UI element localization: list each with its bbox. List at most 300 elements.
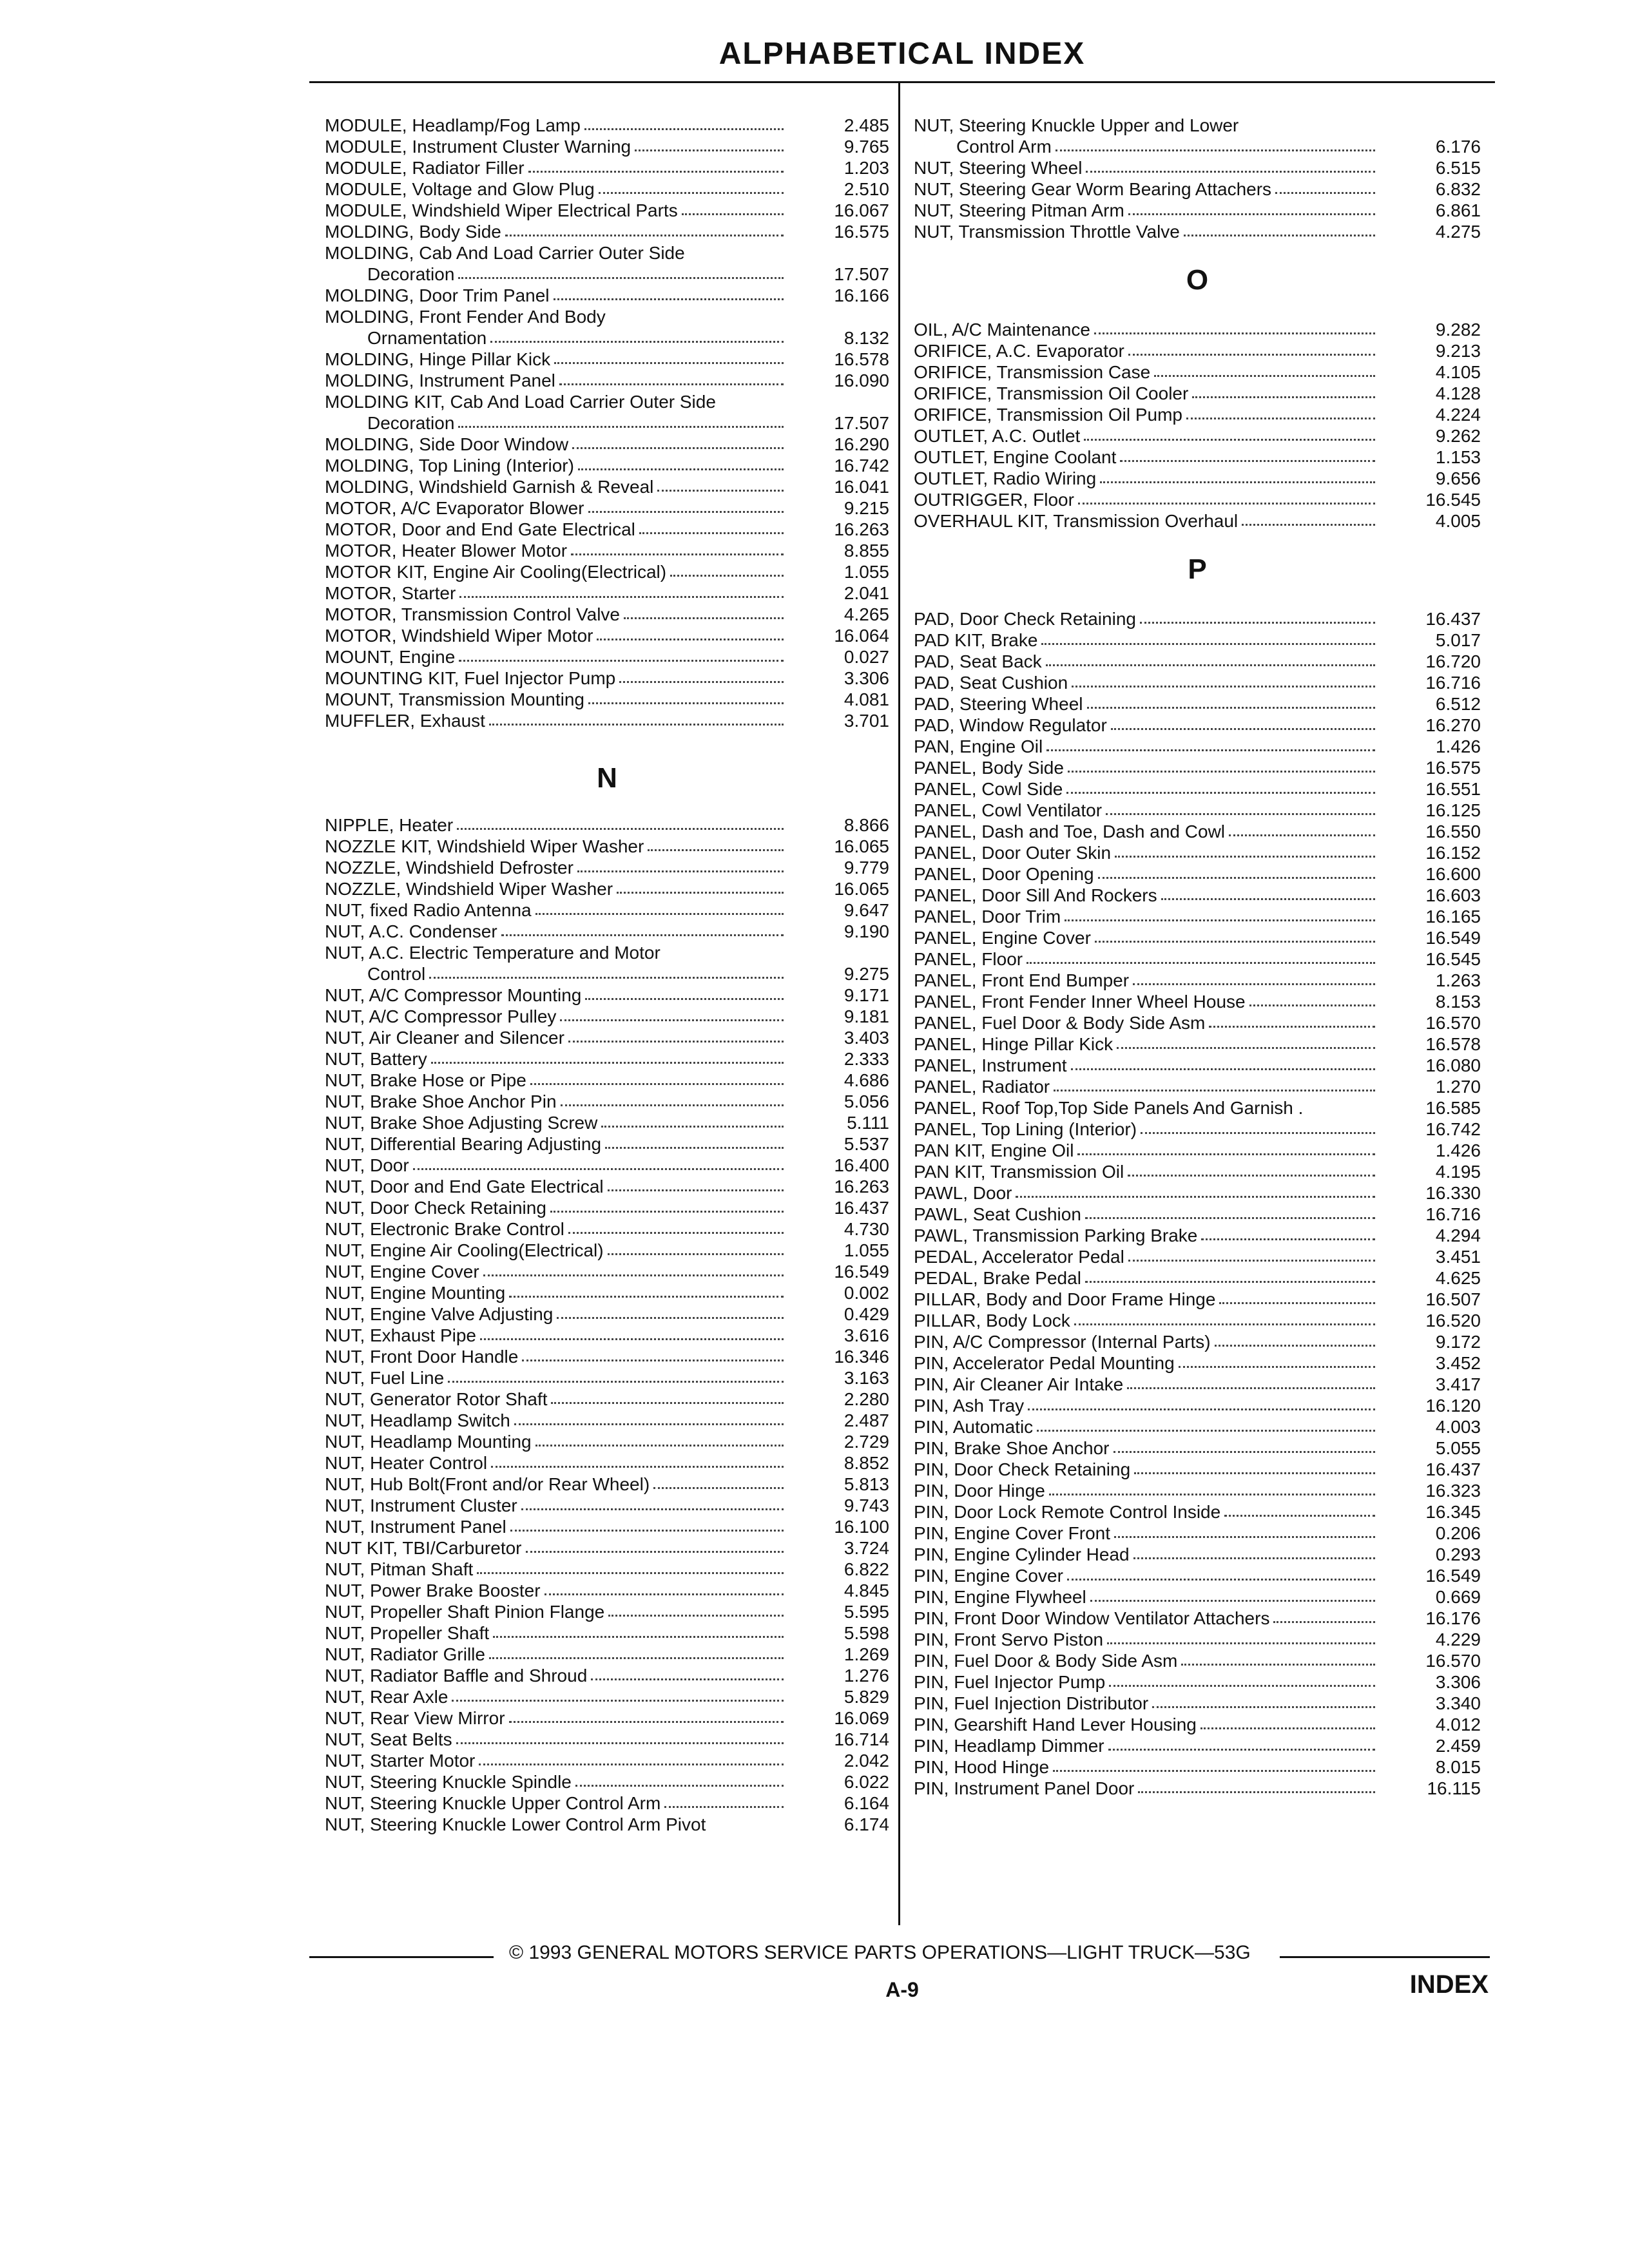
index-entry-text: [325, 1431, 784, 1452]
page-reference: 16.720: [1425, 651, 1481, 671]
dot-leader: [1161, 898, 1375, 900]
index-entry: [914, 1523, 1481, 1544]
index-entry: [325, 899, 889, 921]
dot-leader: [1106, 813, 1375, 815]
dot-leader: [1184, 235, 1375, 236]
index-entry: [325, 519, 889, 540]
index-entry: [914, 1352, 1481, 1374]
page-reference: 6.164: [843, 1793, 889, 1813]
dot-leader: [605, 1147, 784, 1149]
index-entry: [914, 1629, 1481, 1650]
index-term: NUT, Steering Pitman Arm: [914, 200, 1124, 220]
index-entry: [325, 455, 889, 476]
page-reference: 9.275: [843, 964, 889, 984]
index-term: PIN, Door Hinge: [914, 1481, 1045, 1501]
page-reference: 16.437: [1425, 1459, 1481, 1479]
page-reference: 5.595: [843, 1602, 889, 1622]
index-entry-text: [914, 1693, 1375, 1714]
index-entry-text: [325, 857, 784, 878]
index-term: NUT, Instrument Cluster: [325, 1495, 517, 1515]
dot-leader: [575, 1785, 784, 1787]
page-reference: 3.451: [1435, 1247, 1481, 1267]
index-entry: [914, 425, 1481, 447]
page-reference: 9.213: [1435, 341, 1481, 361]
dot-leader: [1084, 439, 1375, 441]
dot-leader: [1229, 834, 1375, 836]
index-entry: [325, 668, 889, 689]
index-entry-text: [325, 1410, 784, 1431]
page-reference: 3.306: [1435, 1672, 1481, 1692]
index-term: NUT, Door and End Gate Electrical: [325, 1177, 604, 1196]
dot-leader: [1219, 1302, 1375, 1304]
index-term: PANEL, Radiator: [914, 1077, 1050, 1097]
index-entry: [325, 1452, 889, 1474]
page-reference: 0.429: [843, 1304, 889, 1324]
index-entry: [325, 1176, 889, 1197]
index-entry: [914, 1437, 1481, 1459]
dot-leader: [682, 213, 784, 215]
index-term: NUT, Propeller Shaft Pinion Flange: [325, 1602, 605, 1622]
index-entry-text: [914, 1735, 1375, 1756]
page-reference: 16.069: [834, 1708, 889, 1728]
index-term-continuation: Control Arm: [956, 137, 1052, 157]
page-reference: 16.152: [1425, 843, 1481, 863]
index-term: NUT, Engine Air Cooling(Electrical): [325, 1240, 604, 1260]
page-reference: 9.190: [843, 921, 889, 941]
page-reference: 4.625: [1435, 1268, 1481, 1288]
dot-leader: [1117, 1047, 1375, 1049]
index-entry: [914, 1395, 1481, 1416]
index-entry: [914, 608, 1481, 629]
index-term: PILLAR, Body and Door Frame Hinge: [914, 1289, 1216, 1309]
dot-leader: [559, 383, 784, 385]
index-term: PAN KIT, Transmission Oil: [914, 1162, 1124, 1182]
index-entry: [325, 1070, 889, 1091]
dot-leader: [1111, 728, 1375, 730]
index-term: ORIFICE, Transmission Oil Pump: [914, 405, 1182, 425]
index-term: NUT, Engine Valve Adjusting: [325, 1304, 554, 1324]
index-term: PIN, Engine Flywheel: [914, 1587, 1086, 1607]
index-entry: [325, 115, 889, 136]
dot-leader: [535, 1445, 784, 1446]
page-reference: 9.647: [843, 900, 889, 920]
index-entry-text: [914, 1778, 1375, 1799]
dot-leader: [1094, 332, 1375, 334]
dot-leader: [1041, 643, 1375, 645]
index-entry: [914, 361, 1481, 383]
page-reference: 1.269: [843, 1644, 889, 1664]
index-term: MODULE, Radiator Filler: [325, 158, 525, 178]
index-entry: [325, 604, 889, 625]
index-entry: [914, 404, 1481, 425]
index-entry: [325, 1261, 889, 1282]
dot-leader: [491, 1466, 784, 1468]
page-reference: 3.452: [1435, 1353, 1481, 1373]
index-entry: [325, 1750, 889, 1771]
dot-leader: [1273, 1621, 1375, 1623]
index-entry-text: [914, 1586, 1375, 1608]
dot-leader: [448, 1381, 784, 1383]
index-entry: [325, 264, 889, 285]
page-reference: 4.265: [843, 604, 889, 624]
n-entries: [325, 814, 889, 1835]
dot-leader: [509, 1721, 784, 1723]
index-term: NUT, Headlamp Mounting: [325, 1432, 532, 1452]
index-entry-text: [914, 1246, 1375, 1267]
index-term: NUT, Hub Bolt(Front and/or Rear Wheel): [325, 1474, 650, 1494]
dot-leader: [1128, 213, 1375, 215]
page-reference: 16.585: [1425, 1098, 1481, 1118]
index-entry-text: [914, 1182, 1375, 1204]
page-reference: 4.686: [843, 1070, 889, 1090]
index-term: NUT, Steering Knuckle Upper and Lower: [914, 115, 1239, 135]
index-entry-text: [914, 1671, 1375, 1693]
index-entry: [325, 857, 889, 878]
index-term: NUT, Door: [325, 1155, 409, 1175]
index-entry: [325, 1218, 889, 1240]
dot-leader: [1215, 1345, 1375, 1347]
dot-leader: [608, 1189, 784, 1191]
index-term: PIN, Door Lock Remote Control Inside: [914, 1502, 1221, 1522]
index-term: MOTOR, Windshield Wiper Motor: [325, 626, 593, 646]
index-entry-text: [325, 285, 784, 306]
dot-leader: [1085, 1281, 1375, 1283]
page-reference: 3.724: [843, 1538, 889, 1558]
index-entry-text: [914, 715, 1375, 736]
index-entry-text: [914, 991, 1375, 1012]
index-term: MODULE, Headlamp/Fog Lamp: [325, 115, 581, 135]
index-entry-text: [325, 1495, 784, 1516]
index-entry-text: [325, 668, 784, 689]
page-reference: 16.400: [834, 1155, 889, 1175]
index-term: PAD, Window Regulator: [914, 715, 1107, 735]
index-entry-term: [914, 115, 1481, 136]
index-entry: [914, 1693, 1481, 1714]
page-reference: 9.181: [843, 1006, 889, 1026]
index-entry: [325, 1792, 889, 1814]
index-term: PEDAL, Accelerator Pedal: [914, 1247, 1124, 1267]
page-reference: 2.459: [1435, 1736, 1481, 1756]
dot-leader: [1186, 418, 1375, 419]
index-entry-text: [914, 906, 1375, 927]
page-reference: 6.512: [1435, 694, 1481, 714]
index-entry-text: [914, 1501, 1375, 1523]
index-entry-text: [325, 178, 784, 200]
dot-leader: [1027, 962, 1375, 964]
index-term: NUT, Differential Bearing Adjusting: [325, 1134, 602, 1154]
index-term: NIPPLE, Heater: [325, 815, 454, 835]
index-entry: [914, 1204, 1481, 1225]
index-entry-text: [914, 200, 1375, 221]
index-entry-text: [914, 1544, 1375, 1565]
page-reference: 3.616: [843, 1325, 889, 1345]
dot-leader: [554, 362, 784, 364]
index-entry: [914, 319, 1481, 340]
page-reference: 1.426: [1435, 736, 1481, 756]
dot-leader: [483, 1274, 784, 1276]
index-entry-text: [914, 970, 1375, 991]
index-entry-text: [914, 1459, 1375, 1480]
dot-leader: [624, 617, 784, 619]
index-term: PAWL, Seat Cushion: [914, 1204, 1081, 1224]
index-entry: [325, 1665, 889, 1686]
page-reference: 16.716: [1425, 1204, 1481, 1224]
page-reference: 2.280: [843, 1389, 889, 1409]
dot-leader: [1053, 1770, 1375, 1772]
index-term: PAD, Seat Back: [914, 651, 1042, 671]
dot-leader: [1114, 1536, 1375, 1538]
dot-leader: [572, 447, 784, 449]
index-entry-text: [325, 519, 784, 540]
dot-leader: [1046, 749, 1375, 751]
index-term: PANEL, Hinge Pillar Kick: [914, 1034, 1113, 1054]
index-entry: [325, 1601, 889, 1622]
dot-leader: [1078, 503, 1375, 505]
dot-leader: [1055, 149, 1375, 151]
page-reference: 5.598: [843, 1623, 889, 1643]
index-entry: [325, 1006, 889, 1027]
index-entry: [914, 1480, 1481, 1501]
index-entry-text: [325, 814, 784, 836]
index-entry-text: [914, 178, 1375, 200]
index-term: PIN, Front Servo Piston: [914, 1629, 1104, 1649]
index-term: NUT, Steering Gear Worm Bearing Attachers: [914, 179, 1272, 199]
footer-copyright: © 1993 GENERAL MOTORS SERVICE PARTS OPERATIONS—LIGHT TRUCK—53G: [509, 1942, 1251, 1963]
page-reference: 16.064: [834, 626, 889, 646]
page-reference: 16.570: [1425, 1651, 1481, 1671]
index-entry: [914, 1565, 1481, 1586]
index-entry: [914, 885, 1481, 906]
index-entry: [914, 1586, 1481, 1608]
index-entry-text: [325, 349, 784, 370]
dot-leader: [509, 1296, 784, 1298]
index-term: PIN, Fuel Injection Distributor: [914, 1693, 1149, 1713]
index-entry-text: [914, 1012, 1375, 1033]
index-term: PANEL, Engine Cover: [914, 928, 1091, 948]
index-term: NUT, Steering Knuckle Lower Control Arm Pivot: [325, 1814, 706, 1834]
index-term: OUTLET, Engine Coolant: [914, 447, 1117, 467]
p-entries: [914, 608, 1481, 1799]
index-entry-term: [325, 306, 889, 327]
footer-rule-right: [1280, 1956, 1490, 1958]
index-entry: [325, 985, 889, 1006]
page-reference: 16.545: [1425, 490, 1481, 510]
index-entry-text: [914, 821, 1375, 842]
index-term: PIN, Accelerator Pedal Mounting: [914, 1353, 1175, 1373]
index-entry: [914, 1225, 1481, 1246]
index-entry-text: [325, 1814, 784, 1835]
index-entry: [914, 842, 1481, 863]
dot-leader: [1037, 1430, 1375, 1432]
index-term: PAD KIT, Brake: [914, 630, 1038, 650]
index-term: MOTOR, Starter: [325, 583, 456, 603]
index-entry: [914, 136, 1481, 157]
dot-leader: [1049, 1494, 1375, 1495]
dot-leader: [528, 171, 784, 173]
page-reference: 6.022: [843, 1772, 889, 1792]
index-entry-text: [914, 1374, 1375, 1395]
dot-leader: [1074, 1323, 1375, 1325]
index-term: NUT, fixed Radio Antenna: [325, 900, 532, 920]
index-entry: [914, 221, 1481, 242]
index-entry-text: [325, 1665, 784, 1686]
page-reference: 1.055: [843, 562, 889, 582]
index-entry-text: [325, 115, 784, 136]
index-entry: [914, 736, 1481, 757]
index-entry: [325, 689, 889, 710]
dot-leader: [1095, 941, 1375, 943]
dot-leader: [1120, 460, 1375, 462]
dot-leader: [1128, 354, 1375, 356]
module-entries: [325, 115, 889, 731]
page-reference: 16.507: [1425, 1289, 1481, 1309]
index-entry-text: [325, 963, 784, 985]
page-reference: 4.081: [843, 689, 889, 709]
index-term: MODULE, Instrument Cluster Warning: [325, 137, 631, 157]
index-term: PIN, Headlamp Dimmer: [914, 1736, 1104, 1756]
index-entry-text: [325, 1197, 784, 1218]
index-term: NUT, Door Check Retaining: [325, 1198, 546, 1218]
index-entry: [325, 646, 889, 668]
index-term: NUT, Seat Belts: [325, 1729, 452, 1749]
index-term: MOUNTING KIT, Fuel Injector Pump: [325, 668, 616, 688]
index-entry: [325, 1410, 889, 1431]
page-reference: 16.578: [834, 349, 889, 369]
index-entry: [914, 1459, 1481, 1480]
index-term: MOLDING, Windshield Garnish & Reveal: [325, 477, 654, 497]
footer-rule-left: [309, 1956, 494, 1958]
index-term: PIN, Ash Tray: [914, 1396, 1025, 1416]
dot-leader: [597, 639, 784, 640]
index-term: PIN, Hood Hinge: [914, 1757, 1050, 1777]
index-entry: [914, 927, 1481, 948]
index-entry-text: [325, 327, 784, 349]
dot-leader: [1077, 1153, 1375, 1155]
index-entry-text: [325, 1729, 784, 1750]
index-entry: [914, 1267, 1481, 1289]
page-reference: 16.549: [1425, 1566, 1481, 1586]
index-entry: [325, 1367, 889, 1389]
dot-leader: [458, 277, 784, 279]
dot-leader: [1224, 1515, 1375, 1517]
index-entry: [325, 1155, 889, 1176]
index-term: NUT, Steering Knuckle Spindle: [325, 1772, 572, 1792]
index-term: PIN, Engine Cover: [914, 1566, 1063, 1586]
index-entry-text: [325, 200, 784, 221]
index-entry: [914, 800, 1481, 821]
index-entry: [325, 1282, 889, 1303]
o-entries: [914, 319, 1481, 532]
index-entry: [914, 778, 1481, 800]
index-entry: [914, 1650, 1481, 1671]
page-reference: 16.345: [1425, 1502, 1481, 1522]
dot-leader: [1087, 707, 1376, 709]
index-entry: [914, 447, 1481, 468]
page-reference: 6.174: [843, 1814, 889, 1834]
index-term-continuation: Ornamentation: [367, 328, 487, 348]
index-term: NUT, Radiator Baffle and Shroud: [325, 1666, 588, 1686]
index-entry: [325, 921, 889, 942]
index-entry-text: [325, 264, 784, 285]
page-reference: 16.600: [1425, 864, 1481, 884]
index-entry: [914, 1161, 1481, 1182]
dot-leader: [413, 1168, 784, 1170]
index-entry: [325, 582, 889, 604]
index-entry-text: [325, 899, 784, 921]
index-entry: [325, 1537, 889, 1559]
index-entry-text: [914, 425, 1375, 447]
index-entry-text: [914, 319, 1375, 340]
dot-leader: [459, 596, 784, 598]
index-entry-text: [914, 1097, 1375, 1119]
dot-leader: [493, 1636, 784, 1638]
page-reference: 5.537: [843, 1134, 889, 1154]
index-entry-text: [914, 863, 1375, 885]
page-reference: 16.080: [1425, 1055, 1481, 1075]
index-entry: [325, 561, 889, 582]
page-reference: 16.065: [834, 836, 889, 856]
dot-leader: [554, 298, 784, 300]
page-reference: 3.306: [843, 668, 889, 688]
dot-leader: [429, 977, 784, 979]
dot-leader: [557, 1317, 784, 1319]
dot-leader: [608, 1253, 784, 1255]
dot-leader: [1085, 1217, 1375, 1219]
page-reference: 8.015: [1435, 1757, 1481, 1777]
index-term: PANEL, Body Side: [914, 758, 1064, 778]
index-entry-text: [914, 885, 1375, 906]
page-reference: 4.275: [1435, 222, 1481, 242]
index-entry: [325, 1133, 889, 1155]
page-reference: 16.575: [1425, 758, 1481, 778]
index-entry: [914, 1076, 1481, 1097]
index-entry: [325, 136, 889, 157]
page-reference: 16.067: [834, 200, 889, 220]
index-term: PAWL, Door: [914, 1183, 1012, 1203]
page-number: A-9: [885, 1978, 919, 2001]
index-entry: [914, 1097, 1481, 1119]
n-continued-entries: [914, 115, 1481, 242]
index-term: MUFFLER, Exhaust: [325, 711, 485, 731]
index-entry: [914, 383, 1481, 404]
dot-leader: [561, 1104, 784, 1106]
dot-leader: [489, 724, 784, 726]
index-entry: [325, 349, 889, 370]
index-term: PIN, Air Cleaner Air Intake: [914, 1374, 1124, 1394]
page-reference: 1.426: [1435, 1140, 1481, 1160]
dot-leader: [1275, 192, 1375, 194]
index-term: NUT, Electronic Brake Control: [325, 1219, 564, 1239]
index-term: ORIFICE, Transmission Case: [914, 362, 1151, 382]
index-entry-text: [325, 1559, 784, 1580]
page-reference: 16.578: [1425, 1034, 1481, 1054]
index-entry: [914, 1119, 1481, 1140]
page-reference: 0.002: [843, 1283, 889, 1303]
index-term: OUTLET, Radio Wiring: [914, 468, 1097, 488]
page-reference: 16.323: [1425, 1481, 1481, 1501]
dot-leader: [657, 490, 784, 492]
dot-leader: [551, 1402, 784, 1404]
page-reference: 8.153: [1435, 992, 1481, 1012]
index-term: NUT KIT, TBI/Carburetor: [325, 1538, 522, 1558]
dot-leader: [601, 1126, 784, 1128]
index-entry-text: [914, 404, 1375, 425]
page-reference: 3.340: [1435, 1693, 1481, 1713]
index-entry: [325, 1091, 889, 1112]
index-term: PAN, Engine Oil: [914, 736, 1043, 756]
index-term: PANEL, Front End Bumper: [914, 970, 1130, 990]
index-entry-text: [325, 1771, 784, 1792]
